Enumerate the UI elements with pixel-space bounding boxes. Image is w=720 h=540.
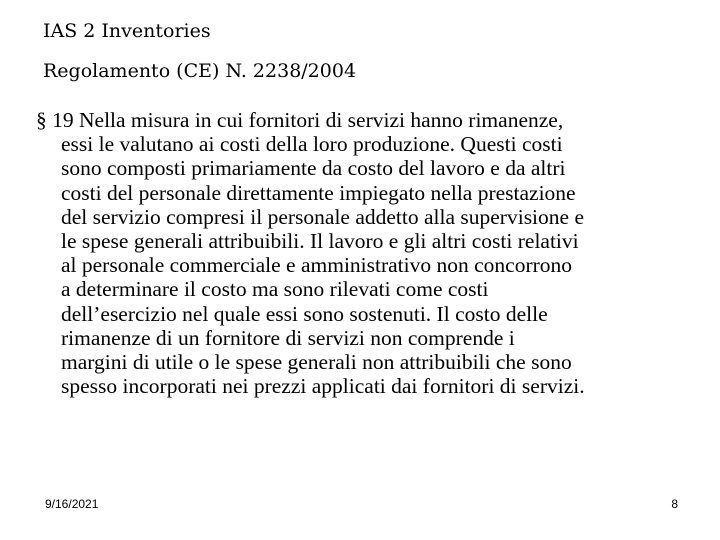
body-line: costi del personale direttamente impiegato nella prestazione	[61, 180, 576, 205]
body-line: dell’esercizio nel quale essi sono sostenuti. Il costo delle	[61, 301, 548, 326]
body-line: al personale commerciale e amministrativo non concorrono	[61, 253, 573, 278]
body-text	[36, 108, 706, 398]
body-line: rimanenze di un fornitore di servizi non comprende i	[61, 325, 515, 350]
body-line: essi le valutano ai costi della loro produzione. Questi costi	[61, 132, 563, 157]
footer-date: 9/16/2021	[45, 497, 99, 511]
body-line: § 19 Nella misura in cui fornitori di servizi hanno rimanenze,	[36, 108, 564, 132]
body-line: sono composti primariamente da costo del lavoro e da altri	[61, 156, 566, 181]
body-line: le spese generali attribuibili. Il lavoro e gli altri costi relativi	[61, 229, 579, 254]
slide-subtitle: Regolamento (CE) N. 2238/2004	[43, 60, 357, 82]
slide-title: IAS 2 Inventories	[43, 20, 211, 42]
body-line: del servizio compresi il personale addetto alla supervisione e	[61, 204, 584, 229]
footer-page-number: 8	[671, 497, 678, 511]
body-line: margini di utile o le spese generali non attribuibili che sono	[61, 350, 572, 375]
body-line: a determinare il costo ma sono rilevati come costi	[61, 277, 489, 302]
body-line: spesso incorporati nei prezzi applicati dai fornitori di servizi.	[61, 374, 585, 399]
